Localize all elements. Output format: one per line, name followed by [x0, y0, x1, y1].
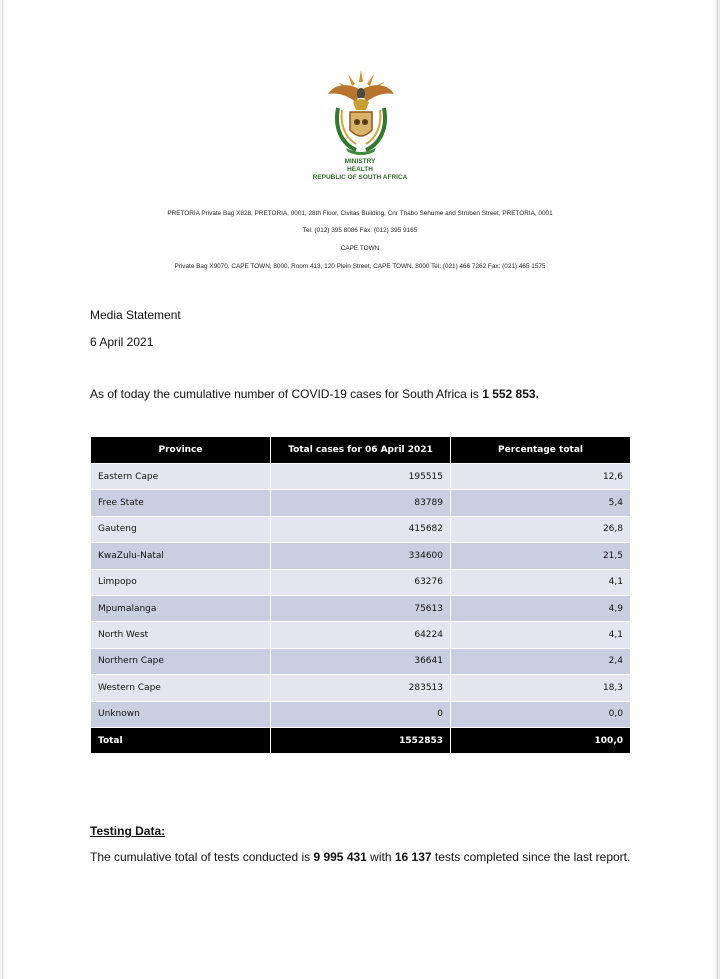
percentage-cell: 26,8: [451, 516, 631, 542]
cases-cell: 283513: [271, 675, 451, 701]
province-cell: Eastern Cape: [91, 464, 271, 490]
new-tests: 16 137: [394, 850, 432, 864]
percentage-cell: 5,4: [451, 490, 631, 516]
ministry-line-1: MINISTRY: [344, 158, 376, 165]
ministry-line-3: REPUBLIC OF SOUTH AFRICA: [312, 174, 408, 181]
address-cape-town: Private Bag X9070, CAPE TOWN, 8000, Room 413, 120 Plein Street, CAPE TOWN, 8000 Tel: (021) 466 7262 Fax: (021) 465 1575: [174, 263, 546, 270]
cases-cell: 75613: [271, 595, 451, 621]
cases-cell: 195515: [271, 464, 451, 490]
total-tests: 9 995 431: [313, 850, 367, 864]
statement-date: 6 April 2021: [90, 335, 154, 349]
percentage-cell: 21,5: [451, 543, 631, 569]
address-pretoria: PRETORIA Private Bag X828, PRETORIA, 0001, 28th Floor, Civitas Building, Cnr Thabo Sehume and Struben Street, PRETORIA, 0001: [167, 210, 553, 217]
total-cases-cell: 1552853: [271, 727, 451, 753]
cape-town-title: CAPE TOWN: [340, 245, 380, 252]
provincial-cases-table: [90, 436, 631, 754]
table-row: [91, 464, 631, 490]
province-cell: KwaZulu-Natal: [91, 543, 271, 569]
province-cell: Northern Cape: [91, 648, 271, 674]
table-header-row: [91, 437, 631, 464]
tel-fax-pretoria: Tel: (012) 395 8086 Fax: (012) 395 9165: [302, 227, 418, 234]
header-percentage: Percentage total: [451, 437, 631, 464]
province-cell: Gauteng: [91, 516, 271, 542]
total-percentage-cell: 100,0: [451, 727, 631, 753]
page-edge-left: [2, 0, 3, 979]
page-edge-right: [717, 0, 718, 979]
cases-cell: 0: [271, 701, 451, 727]
testing-text-2: with: [366, 850, 395, 864]
percentage-cell: 2,4: [451, 648, 631, 674]
table-row: [91, 622, 631, 648]
table-row: [91, 595, 631, 621]
summary-total: 1 552 853.: [482, 387, 539, 401]
percentage-cell: 4,1: [451, 622, 631, 648]
province-cell: Mpumalanga: [91, 595, 271, 621]
ministry-line-2: HEALTH: [347, 166, 373, 173]
cases-cell: 83789: [271, 490, 451, 516]
summary-prefix: As of today the cumulative number of COVID-19 cases for South Africa is: [90, 387, 483, 401]
table-row: [91, 648, 631, 674]
province-cell: Limpopo: [91, 569, 271, 595]
cases-cell: 334600: [271, 543, 451, 569]
province-cell: North West: [91, 622, 271, 648]
table-row: [91, 675, 631, 701]
percentage-cell: 0,0: [451, 701, 631, 727]
cases-cell: 415682: [271, 516, 451, 542]
province-cell: Western Cape: [91, 675, 271, 701]
cases-cell: 63276: [271, 569, 451, 595]
coat-of-arms-icon: [326, 68, 396, 156]
testing-text-3: tests completed since the last report.: [431, 850, 631, 864]
table-row: [91, 516, 631, 542]
table-row: [91, 543, 631, 569]
table-total-row: [91, 727, 631, 753]
percentage-cell: 4,1: [451, 569, 631, 595]
total-label-cell: Total: [91, 727, 271, 753]
percentage-cell: 12,6: [451, 464, 631, 490]
percentage-cell: 4,9: [451, 595, 631, 621]
cases-cell: 64224: [271, 622, 451, 648]
testing-data-heading: Testing Data:: [90, 824, 166, 838]
province-cell: Unknown: [91, 701, 271, 727]
cases-cell: 36641: [271, 648, 451, 674]
header-province: Province: [91, 437, 271, 464]
table-row: [91, 569, 631, 595]
table-row: [91, 701, 631, 727]
header-total-cases: Total cases for 06 April 2021: [271, 437, 451, 464]
testing-text-1: The cumulative total of tests conducted is: [90, 850, 314, 864]
province-cell: Free State: [91, 490, 271, 516]
table-row: [91, 490, 631, 516]
testing-summary: [90, 850, 630, 864]
cases-summary: [90, 387, 539, 401]
media-statement-label: Media Statement: [90, 308, 181, 322]
percentage-cell: 18,3: [451, 675, 631, 701]
